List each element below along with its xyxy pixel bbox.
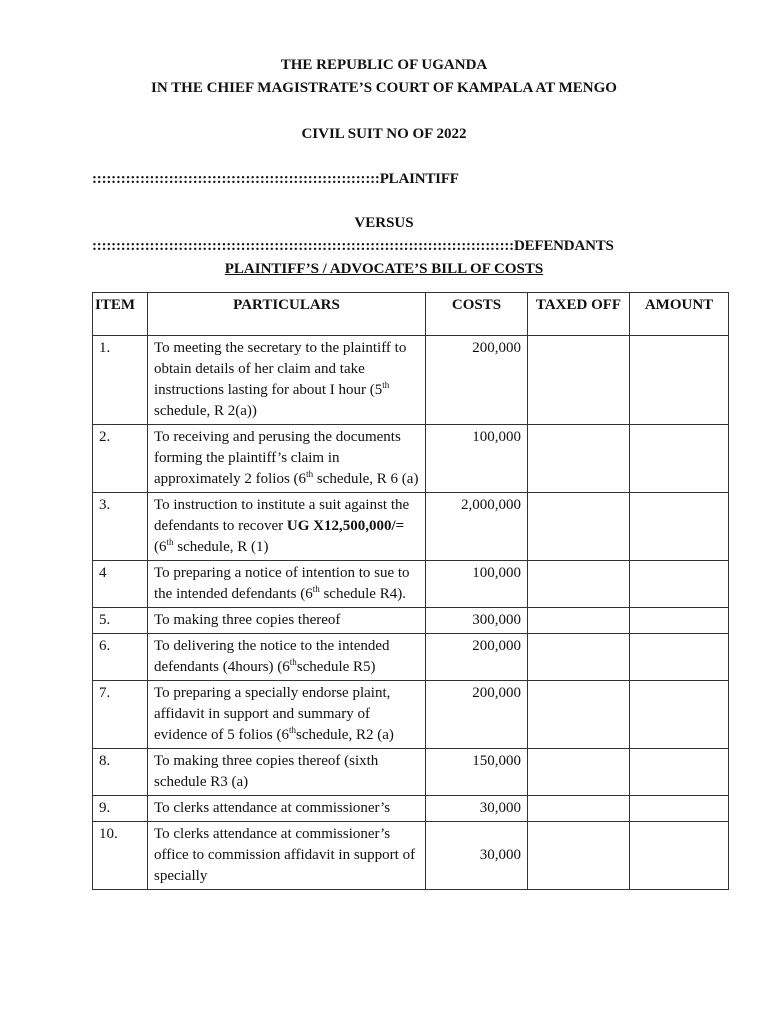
cost-cell: 200,000: [426, 681, 528, 749]
amount-cell: [630, 336, 729, 425]
particulars-cell: To instruction to institute a suit against the defendants to recover UG X12,500,000/= (6th schedule, R (1): [148, 493, 426, 561]
column-header-taxed-off: TAXED OFF: [528, 293, 630, 336]
column-header-item: ITEM: [93, 293, 148, 336]
item-number: 9.: [93, 796, 148, 822]
table-row: [93, 796, 729, 822]
amount-cell: [630, 425, 729, 493]
particulars-cell: To clerks attendance at commissioner’s office to commission affidavit in support of specially: [148, 822, 426, 890]
item-number: 8.: [93, 749, 148, 796]
particulars-cell: To clerks attendance at commissioner’s: [148, 796, 426, 822]
taxed-off-cell: [528, 681, 630, 749]
defendants-line: ::::::::::::::::::::::::::::::::::::::::::::::::::::::::::::::::::::::::::::::::::::::::DEFENDANTS: [92, 238, 614, 254]
item-number: 10.: [93, 822, 148, 890]
amount-cell: [630, 561, 729, 608]
particulars-cell: To making three copies thereof: [148, 608, 426, 634]
amount-cell: [630, 749, 729, 796]
particulars-cell: To preparing a notice of intention to sue to the intended defendants (6th schedule R4).: [148, 561, 426, 608]
amount-cell: [630, 634, 729, 681]
cost-cell: 2,000,000: [426, 493, 528, 561]
particulars-cell: To meeting the secretary to the plaintiff to obtain details of her claim and take instructions lasting for about I hour (5th schedule, R 2(a)): [148, 336, 426, 425]
table-row: [93, 634, 729, 681]
item-number: 7.: [93, 681, 148, 749]
plaintiff-line: ::::::::::::::::::::::::::::::::::::::::::::::::::::::::::::PLAINTIFF: [92, 171, 459, 187]
table-row: [93, 561, 729, 608]
cost-cell: 30,000: [426, 796, 528, 822]
court-heading: IN THE CHIEF MAGISTRATE’S COURT OF KAMPALA AT MENGO: [151, 80, 617, 96]
particulars-cell: To delivering the notice to the intended defendants (4hours) (6thschedule R5): [148, 634, 426, 681]
taxed-off-cell: [528, 634, 630, 681]
amount-cell: [630, 493, 729, 561]
taxed-off-cell: [528, 336, 630, 425]
taxed-off-cell: [528, 608, 630, 634]
claim-amount: UG X12,500,000/=: [286, 518, 405, 534]
table-row: [93, 336, 729, 425]
cost-cell: 200,000: [426, 336, 528, 425]
taxed-off-cell: [528, 749, 630, 796]
bill-title: PLAINTIFF’S / ADVOCATE’S BILL OF COSTS: [224, 261, 544, 277]
taxed-off-cell: [528, 796, 630, 822]
amount-cell: [630, 681, 729, 749]
item-number: 6.: [93, 634, 148, 681]
item-number: 5.: [93, 608, 148, 634]
table-row: [93, 608, 729, 634]
table-header-row: [93, 293, 729, 336]
taxed-off-cell: [528, 425, 630, 493]
table-row: [93, 681, 729, 749]
cost-cell: 30,000: [426, 822, 528, 890]
column-header-costs: COSTS: [426, 293, 528, 336]
cost-cell: 100,000: [426, 425, 528, 493]
cost-cell: 100,000: [426, 561, 528, 608]
amount-cell: [630, 608, 729, 634]
table-row: [93, 822, 729, 890]
table-row: [93, 749, 729, 796]
taxed-off-cell: [528, 822, 630, 890]
bill-of-costs-table: [92, 292, 729, 890]
cost-cell: 300,000: [426, 608, 528, 634]
cost-cell: 200,000: [426, 634, 528, 681]
cost-cell: 150,000: [426, 749, 528, 796]
item-number: 1.: [93, 336, 148, 425]
item-number: 2.: [93, 425, 148, 493]
column-header-particulars: PARTICULARS: [148, 293, 426, 336]
taxed-off-cell: [528, 493, 630, 561]
amount-cell: [630, 822, 729, 890]
suit-number: CIVIL SUIT NO OF 2022: [301, 126, 467, 142]
table-row: [93, 425, 729, 493]
table-row: [93, 493, 729, 561]
amount-cell: [630, 796, 729, 822]
column-header-amount: AMOUNT: [630, 293, 729, 336]
item-number: 3.: [93, 493, 148, 561]
particulars-cell: To making three copies thereof (sixth schedule R3 (a): [148, 749, 426, 796]
taxed-off-cell: [528, 561, 630, 608]
versus-label: VERSUS: [354, 215, 414, 231]
particulars-cell: To receiving and perusing the documents forming the plaintiff’s claim in approximately 2 folios (6th schedule, R 6 (a): [148, 425, 426, 493]
item-number: 4: [93, 561, 148, 608]
particulars-cell: To preparing a specially endorse plaint, affidavit in support and summary of evidence of 5 folios (6thschedule, R2 (a): [148, 681, 426, 749]
republic-heading: THE REPUBLIC OF UGANDA: [280, 57, 488, 73]
